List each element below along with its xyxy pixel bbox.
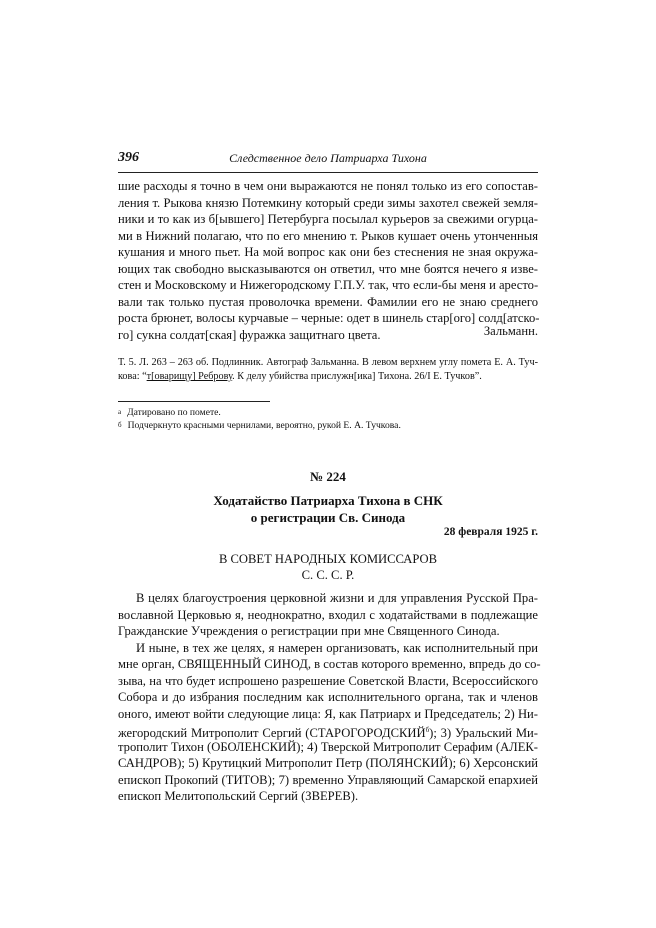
letter-text	[118, 590, 541, 805]
text-line: шие расходы я точно в чем они выражаются не понял только из его сопостав-	[118, 179, 538, 193]
text-line: ющих так свободно высказываются он ответил, что мне боятся нечего я изве-	[118, 261, 538, 276]
note-underlined: т[оварищу] Реброву	[146, 371, 233, 382]
footnote-ref: б	[425, 726, 430, 734]
footnote-text: Подчеркнуто красными чернилами, вероятно, рукой Е. А. Тучкова.	[127, 420, 401, 431]
text-line: И ныне, в тех же целях, я намерен организовать, как исполнительный при	[136, 640, 538, 655]
text-line: вали так только пустая проволочка времени. Фамилии его не знаю среднего	[118, 294, 538, 309]
text-line: ления т. Рыкова князю Потемкину который среди зимы захотел свежей земля-	[118, 195, 538, 210]
text-line: епископ Мелитопольский Сергий (ЗВЕРЕВ).	[118, 789, 359, 803]
text-line: трополит Тихон (ОБОЛЕНСКИЙ); 4) Тверской Митрополит Серафим (АЛЕК-	[118, 739, 538, 754]
text-line: зыва, на что будет испрошено разрешение Советской Власти, Всероссийского	[118, 673, 538, 688]
footnote	[118, 406, 538, 419]
note-suffix: . К делу убийства прислужн[ика] Тихона. 26/I Е. Тучков”.	[232, 371, 482, 382]
running-title: Следственное дело Патриарха Тихона	[229, 151, 427, 165]
footnotes	[118, 406, 538, 432]
text-line: оного, имеют войти следующие лица: Я, как Патриарх и Председатель; 2) Ни-	[118, 706, 538, 721]
archival-note	[118, 356, 538, 384]
text-line: САНДРОВ); 5) Крутицкий Митрополит Петр (ПОЛЯНСКИЙ); 6) Херсонский	[118, 756, 538, 770]
footnote-mark: б	[118, 421, 122, 429]
document-title	[118, 492, 538, 526]
page-header	[118, 150, 538, 173]
footnote-divider	[118, 401, 270, 402]
text-line: Гражданские Учреждения о регистрации при мне Священного Синода.	[118, 624, 500, 638]
text-line: ники и то как из б[ывшего] Петербурга посылал курьеров за свежими огурца-	[118, 212, 538, 226]
note-prefix: кова: “	[118, 371, 147, 382]
title-line: Ходатайство Патриарха Тихона в СНК	[213, 493, 443, 508]
title-line: о регистрации Св. Синода	[250, 510, 406, 525]
text-line: вославной Церковью я, неоднократно, входил с ходатайствами в подлежащие	[118, 607, 538, 622]
addressee-line: В СОВЕТ НАРОДНЫХ КОМИССАРОВ	[218, 552, 438, 566]
text-line	[118, 722, 538, 739]
text-line: В целях благоустроения церковной жизни и для управления Русской Пра-	[136, 591, 538, 605]
text-line: роста брюнет, волосы курчавые – черные: одет в шинель стар[ого] солд[атско-	[118, 311, 540, 325]
text-line: епископ Прокопий (ТИТОВ); 7) временно Управляющий Самарской епархией	[118, 772, 538, 787]
footnote-text: Датировано по помете.	[127, 407, 221, 418]
text-line: го] сукна солдат[ская] фуражка защитнаго цвета.	[118, 327, 381, 342]
document-number: № 224	[310, 469, 346, 484]
addressee	[118, 551, 538, 583]
document-date: 28 февраля 1925 г.	[443, 526, 538, 538]
body-text	[118, 178, 538, 343]
note-line	[118, 370, 538, 384]
line-part: жегородский Митрополит Сергий (СТАРОГОРОДСКИЙ	[118, 726, 426, 741]
signature: Зальманн.	[483, 324, 538, 338]
addressee-line: С. С. С. Р.	[301, 568, 355, 582]
line-part: ); 3) Уральский Ми-	[429, 726, 538, 741]
text-line: мне орган, СВЯЩЕННЫЙ СИНОД, в состав которого временно, впредь до со-	[118, 657, 541, 671]
text-line: Собора и до избрания последним как исполнительного органа, так и членов	[118, 690, 538, 704]
footnote-mark: а	[118, 408, 122, 416]
text-line: стен и Московскому и Нижегородскому Г.П.У. так, что если-бы меня и аресто-	[118, 278, 539, 292]
text-line: кушания и много пьет. На мой вопрос как они без стеснения не зная окружа-	[118, 245, 538, 259]
text-line: ми в Нижний полагаю, что по его мнению т. Рыков кушает очень утонченныя	[118, 228, 538, 243]
note-line: Т. 5. Л. 263 – 263 об. Подлинник. Автограф Зальманна. В левом верхнем углу помета Е. А. Туч-	[118, 357, 538, 368]
page-number: 396	[118, 150, 139, 165]
footnote	[118, 419, 538, 432]
